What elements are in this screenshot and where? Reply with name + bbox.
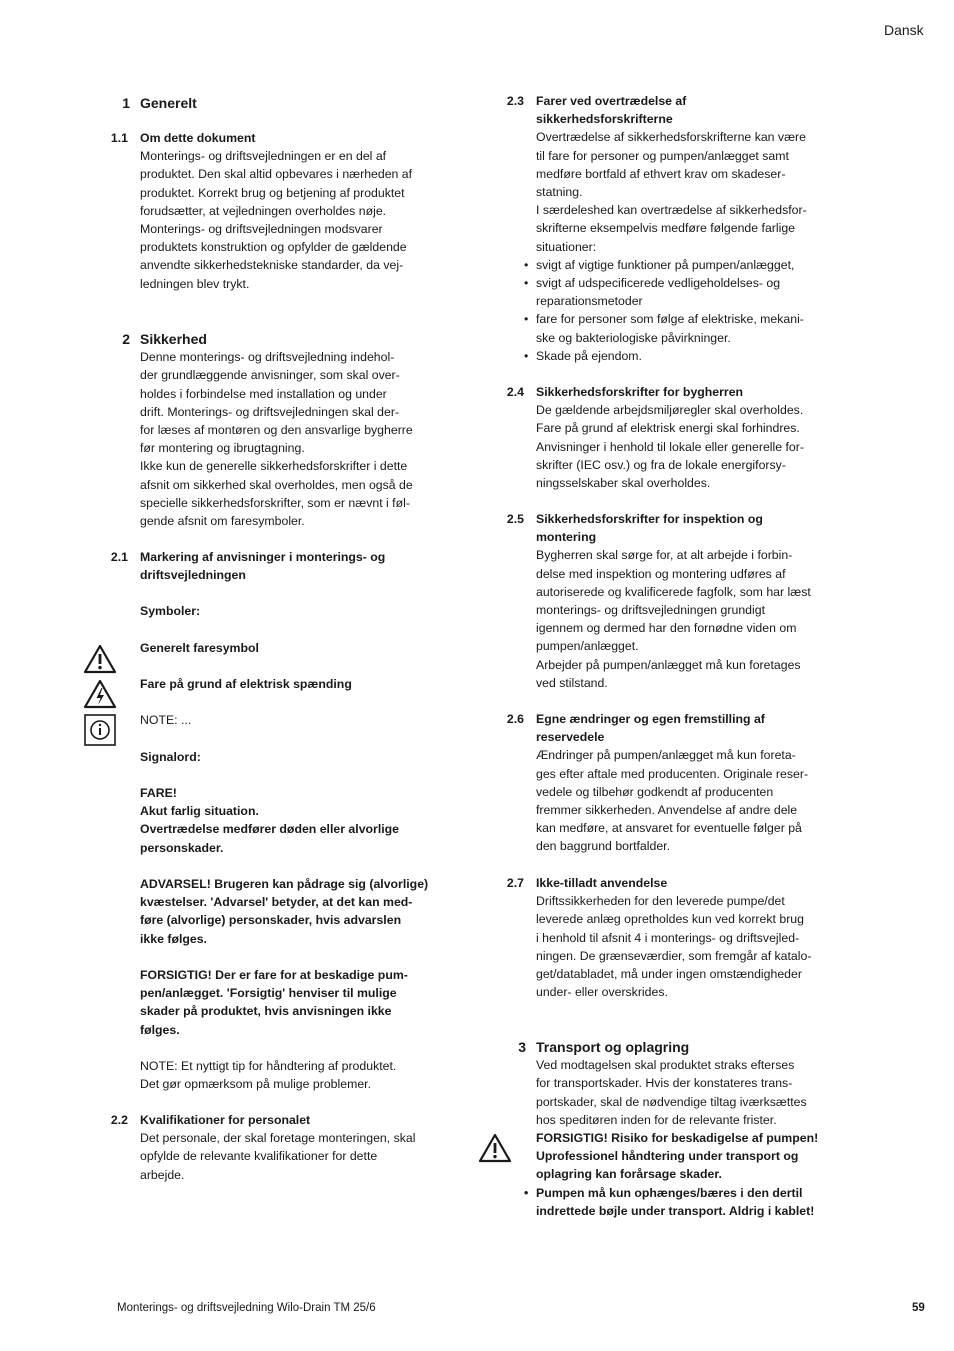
- text-line: produktet. Korrekt brug og betjening af produktet: [140, 185, 405, 200]
- section-1-1-title: Om dette dokument: [140, 131, 256, 145]
- text-line: skader på produktet, hvis anvisningen ikke: [140, 1004, 392, 1019]
- section-3-number: 3: [518, 1039, 526, 1055]
- text-line: der grundlæggende anvisninger, som skal over-: [140, 368, 400, 383]
- text-line: ledningen blev trykt.: [140, 276, 250, 291]
- text-line: under- eller overskrides.: [536, 985, 668, 1000]
- section-2-3-number: 2.3: [506, 94, 524, 108]
- text-line: Monterings- og driftsvejledningen modsvarer: [140, 222, 383, 237]
- text-line: ske og bakteriologiske påvirkninger.: [536, 330, 731, 345]
- section-2-1-title: [140, 548, 440, 584]
- bullet-item: [536, 310, 836, 346]
- text-line: for transportskader. Hvis der konstateres trans-: [536, 1076, 793, 1091]
- section-2-6-title: [536, 710, 836, 746]
- text-line: get/databladet, må under ingen omstændigheder: [536, 967, 802, 982]
- text-line: ningsselskaber skal overholdes.: [536, 476, 711, 491]
- text-line: følges.: [140, 1022, 180, 1037]
- text-line: hos speditøren inden for de relevante frister.: [536, 1112, 777, 1127]
- text-line: arbejde.: [140, 1167, 185, 1182]
- text-line: Ikke kun de generelle sikkerhedsforskrifter i dette: [140, 459, 408, 474]
- section-2-6: [536, 710, 836, 856]
- text-line: reservedele: [536, 730, 605, 745]
- text-line: føre (alvorlige) personskader, hvis advarslen: [140, 913, 402, 928]
- text-line: specielle sikkerhedsforskrifter, som er nævnt i føl-: [140, 495, 410, 510]
- section-2-5-title: [536, 510, 836, 546]
- section-2-4-body: [536, 401, 836, 492]
- text-line: holdes i forbindelse med installation og under: [140, 386, 387, 401]
- section-2-2: [140, 1111, 440, 1184]
- text-line: igennem og dermed har den fornødne viden om: [536, 621, 797, 636]
- text-line: ADVARSEL! Brugeren kan pådrage sig (alvorlige): [140, 877, 429, 891]
- caution-triangle-icon: [478, 1133, 512, 1163]
- electrical-hazard-icon: [83, 679, 117, 709]
- section-2-number: 2: [122, 331, 130, 347]
- section-1-1-number: 1.1: [110, 131, 128, 145]
- section-1-1-body: [140, 147, 440, 293]
- text-line: til fare for personer og pumpen/anlægget samt: [536, 148, 789, 163]
- text-line: forudsætter, at vejledningen overholdes nøje.: [140, 203, 387, 218]
- info-icon: [84, 714, 116, 746]
- section-2-4-number: 2.4: [506, 385, 524, 399]
- section-3: [536, 1038, 836, 1220]
- section-2-5-body: [536, 546, 836, 692]
- section-2-6-body: [536, 746, 836, 855]
- section-2-3-title: [536, 92, 836, 128]
- text-line: Bygherren skal sørge for, at alt arbejde i forbin-: [536, 548, 793, 563]
- text-line: Det gør opmærksom på mulige problemer.: [140, 1077, 371, 1092]
- text-line: leverede anlæg opretholdes kun ved korrekt brug: [536, 912, 804, 927]
- text-line: FARE!: [140, 786, 177, 800]
- section-2-7-title: Ikke-tilladt anvendelse: [536, 876, 668, 890]
- section-1-1: [140, 129, 440, 293]
- bullet-item: [536, 274, 836, 310]
- section-2-2-body: [140, 1129, 440, 1184]
- text-line: delse med inspektion og montering udføres af: [536, 566, 786, 581]
- signal-advarsel: [140, 875, 440, 948]
- text-line: Arbejder på pumpen/anlægget må kun foretages: [536, 657, 801, 672]
- bullet-item: [536, 256, 836, 274]
- symbol-electrical-hazard: Fare på grund af elektrisk spænding: [140, 677, 352, 691]
- symbol-note: NOTE: ...: [140, 713, 192, 727]
- text-line: FORSIGTIG! Risiko for beskadigelse af pumpen!: [536, 1131, 819, 1146]
- section-2-4-title: Sikkerhedsforskrifter for bygherren: [536, 385, 744, 399]
- text-line: De gældende arbejdsmiljøregler skal overholdes.: [536, 403, 804, 418]
- section-3-bullet: [536, 1184, 836, 1220]
- text-line: sikkerhedsforskrifterne: [536, 112, 673, 127]
- text-line: pumpen/anlægget.: [536, 639, 639, 654]
- text-line: oplagring kan forårsage skader.: [536, 1167, 722, 1182]
- text-line: vedele og tilbehør godkendt af producenten: [536, 784, 774, 799]
- section-2-2-title: Kvalifikationer for personalet: [140, 1113, 311, 1127]
- text-line: for læses af montøren og den ansvarlige bygherre: [140, 423, 413, 438]
- text-line: skrifter (IEC osv.) og fra de lokale energiforsy-: [536, 457, 786, 472]
- signal-note: [140, 1057, 440, 1093]
- text-line: NOTE: Et nyttigt tip for håndtering af produktet.: [140, 1059, 397, 1073]
- text-line: opfylde de relevante kvalifikationer for dette: [140, 1149, 378, 1164]
- bullet-item: [536, 347, 836, 365]
- warning-triangle-icon: [83, 644, 117, 674]
- symbol-general-hazard: Generelt faresymbol: [140, 641, 259, 655]
- text-line: montering: [536, 530, 597, 545]
- text-line: Ændringer på pumpen/anlægget må kun foreta-: [536, 748, 796, 763]
- section-1-title: Generelt: [140, 95, 197, 111]
- text-line: statning.: [536, 185, 583, 200]
- section-2-6-number: 2.6: [506, 712, 524, 726]
- text-line: Det personale, der skal foretage monteringen, skal: [140, 1131, 416, 1146]
- text-line: driftsvejledningen: [140, 568, 246, 583]
- language-label: Dansk: [884, 22, 924, 38]
- text-line: ikke følges.: [140, 931, 207, 946]
- section-2-3-bullets: [536, 256, 836, 365]
- signal-fare: [140, 784, 440, 857]
- text-line: reparationsmetoder: [536, 294, 643, 309]
- text-line: Ved modtagelsen skal produktet straks efterses: [536, 1058, 795, 1073]
- text-line: Denne monterings- og driftsvejledning indehol-: [140, 350, 395, 365]
- text-line: autoriserede og kvalificerede fagfolk, som har læst: [536, 584, 811, 599]
- signal-words-label: Signalord:: [140, 750, 201, 764]
- section-2-3: [536, 92, 836, 365]
- section-2-4: [536, 383, 836, 492]
- section-2-title: Sikkerhed: [140, 331, 207, 347]
- text-line: ved stilstand.: [536, 675, 608, 690]
- section-2: [140, 330, 440, 530]
- section-2-body: [140, 348, 440, 530]
- text-line: situationer:: [536, 239, 597, 254]
- text-line: skrifterne eksempelvis medføre følgende farlige: [536, 221, 796, 236]
- signal-forsigtig: [140, 966, 440, 1039]
- section-3-title: Transport og oplagring: [536, 1039, 690, 1055]
- text-line: drift. Monterings- og driftsvejledningen skal der-: [140, 404, 400, 419]
- text-line: I særdeleshed kan overtrædelse af sikkerhedsfor-: [536, 203, 807, 218]
- section-3-caution: [536, 1129, 836, 1184]
- text-line: i henhold til afsnit 4 i monterings- og driftsvejled-: [536, 930, 800, 945]
- text-line: Fare på grund af elektrisk energi skal forhindres.: [536, 421, 800, 436]
- text-line: FORSIGTIG! Der er fare for at beskadige pum-: [140, 968, 408, 982]
- section-2-1-number: 2.1: [110, 550, 128, 564]
- text-line: gende afsnit om faresymboler.: [140, 514, 305, 529]
- text-line: produktet. Den skal altid opbevares i nærheden af: [140, 167, 413, 182]
- section-2-7-body: [536, 892, 836, 1001]
- text-line: afsnit om sikkerhed skal overholdes, men også de: [140, 477, 413, 492]
- text-line: Sikkerhedsforskrifter for inspektion og: [536, 512, 763, 526]
- text-line: medføre bortfald af ethvert krav om skadeser-: [536, 166, 786, 181]
- text-line: ningen. De grænseværdier, som fremgår af katalo-: [536, 948, 812, 963]
- text-line: anvendte sikkerhedstekniske standarder, da vej-: [140, 258, 404, 273]
- text-line: • Pumpen må kun ophænges/bæres i den dertil: [536, 1185, 803, 1200]
- section-2-5-number: 2.5: [506, 512, 524, 526]
- text-line: Anvisninger i henhold til lokale eller generelle for-: [536, 439, 804, 454]
- section-2-7-number: 2.7: [506, 876, 524, 890]
- text-line: kan medføre, at ansvaret for eventuelle følger på: [536, 821, 802, 836]
- text-line: Akut farlig situation.: [140, 804, 259, 819]
- text-line: • svigt af vigtige funktioner på pumpen/anlægget,: [536, 257, 795, 272]
- text-line: Driftssikkerheden for den leverede pumpe/det: [536, 894, 785, 909]
- text-line: Monterings- og driftsvejledningen er en del af: [140, 149, 387, 164]
- symbols-label: Symboler:: [140, 604, 201, 618]
- text-line: produktets konstruktion og opfylder de gældende: [140, 240, 407, 255]
- text-line: personskader.: [140, 840, 224, 855]
- text-line: Overtrædelse medfører døden eller alvorlige: [140, 822, 400, 837]
- text-line: Markering af anvisninger i monterings- og: [140, 550, 386, 564]
- text-line: den baggrund bortfalder.: [536, 839, 671, 854]
- text-line: indrettede bøjle under transport. Aldrig i kablet!: [536, 1203, 815, 1218]
- text-line: Egne ændringer og egen fremstilling af: [536, 712, 765, 726]
- text-line: fremmer sikkerheden. Anvendelse af andre dele: [536, 803, 798, 818]
- text-line: Overtrædelse af sikkerhedsforskrifterne kan være: [536, 130, 806, 145]
- text-line: monterings- og driftsvejledningen grundigt: [536, 603, 765, 618]
- text-line: Uprofessionel håndtering under transport og: [536, 1149, 799, 1164]
- section-3-body: [536, 1056, 836, 1129]
- text-line: Farer ved overtrædelse af: [536, 94, 687, 108]
- text-line: • Skade på ejendom.: [536, 348, 642, 363]
- text-line: pen/anlægget. 'Forsigtig' henviser til mulige: [140, 986, 397, 1001]
- text-line: • svigt af udspecificerede vedligeholdelses- og: [536, 276, 781, 291]
- footer-page-number: 59: [912, 1302, 925, 1314]
- text-line: portskader, skal de nødvendige tiltag iværksættes: [536, 1094, 807, 1109]
- text-line: før montering og ibrugtagning.: [140, 441, 305, 456]
- section-2-2-number: 2.2: [110, 1113, 128, 1127]
- section-2-3-body: [536, 128, 836, 255]
- text-line: kvæstelser. 'Advarsel' betyder, at det kan med-: [140, 895, 413, 910]
- text-line: • fare for personer som følge af elektriske, mekani-: [536, 312, 804, 327]
- section-1-number: 1: [122, 95, 130, 111]
- footer-document-title: Monterings- og driftsvejledning Wilo-Drain TM 25/6: [117, 1302, 376, 1314]
- section-2-7: [536, 874, 836, 1001]
- section-2-5: [536, 510, 836, 692]
- text-line: ges efter aftale med producenten. Originale reser-: [536, 766, 809, 781]
